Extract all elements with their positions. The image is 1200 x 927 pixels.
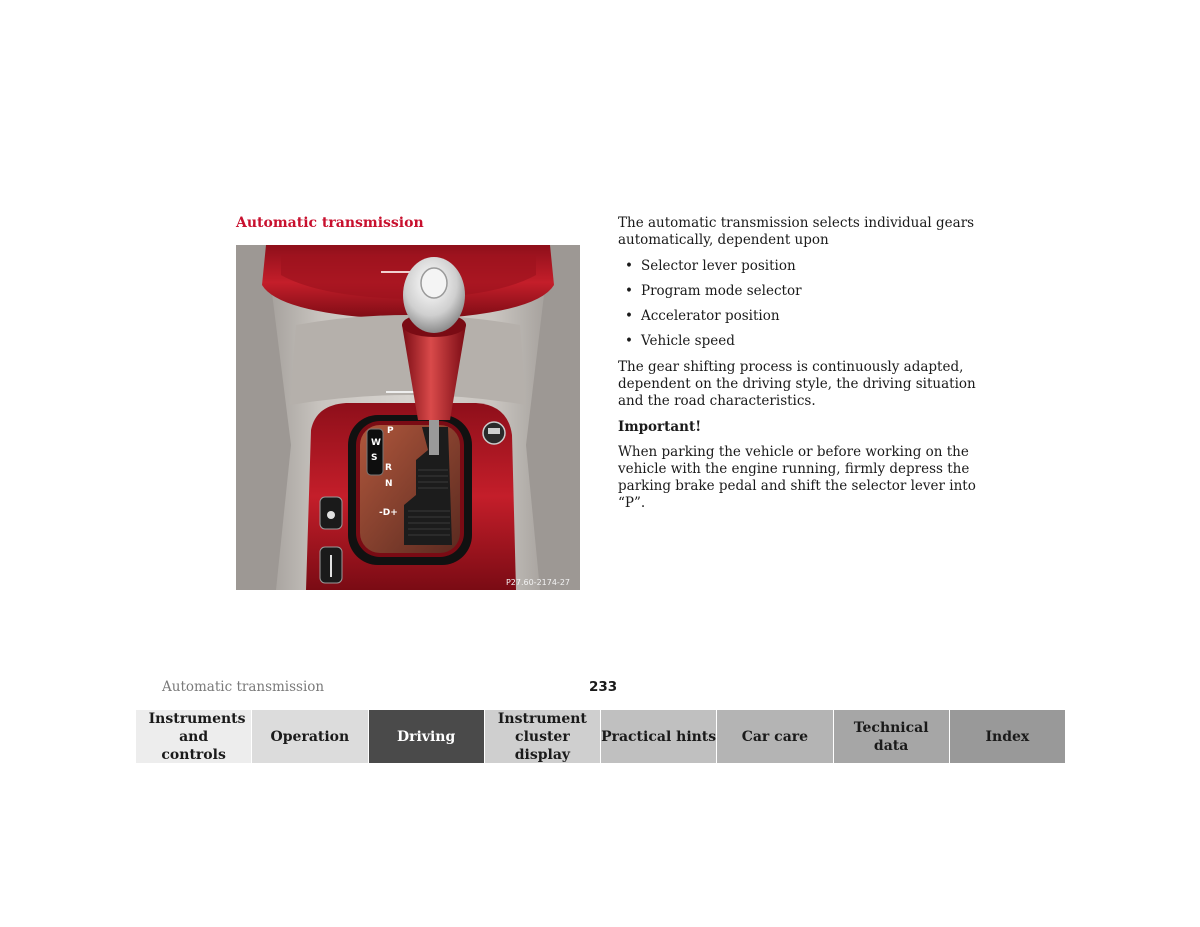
tab-label: Index — [985, 728, 1030, 745]
tab-label: Practical hints — [601, 728, 717, 745]
dependency-list — [618, 258, 978, 350]
gate-label-n: N — [385, 479, 393, 489]
gear-selector-drawing — [236, 245, 580, 590]
bullet-icon: • — [625, 283, 633, 299]
page-number: 233 — [589, 679, 618, 695]
list-item-label: Accelerator position — [641, 308, 780, 324]
intro-paragraph: The automatic transmission selects individual gears automatically, dependent upon — [618, 215, 975, 248]
gear-selector-illustration — [236, 245, 580, 590]
tab-driving[interactable] — [369, 710, 485, 763]
list-item-label: Selector lever position — [641, 258, 796, 274]
gate-label-d: -D+ — [379, 508, 398, 518]
gate-label-w: W — [371, 438, 381, 448]
gate-label-r: R — [385, 463, 392, 473]
list-item-label: Program mode selector — [641, 283, 802, 299]
tab-instrument-cluster-display[interactable] — [485, 710, 601, 763]
gate-label-s: S — [371, 453, 378, 463]
tab-operation[interactable] — [252, 710, 368, 763]
list-item — [618, 333, 978, 350]
body-text — [618, 215, 978, 521]
bullet-icon: • — [625, 308, 633, 324]
chapter-nav — [136, 710, 1065, 763]
list-item — [618, 258, 978, 275]
tab-label: Technical data — [853, 719, 929, 754]
important-paragraph: When parking the vehicle or before working on the vehicle with the engine running, firmly depress the parking brake pedal and shift the selector lever into “P”. — [618, 444, 976, 511]
important-heading: Important! — [618, 419, 702, 435]
gate-label-p: P — [387, 426, 394, 436]
bullet-icon: • — [625, 258, 633, 274]
tab-technical-data[interactable] — [834, 710, 950, 763]
tab-label: Instrument cluster display — [497, 710, 587, 763]
tab-label: Instruments and controls — [148, 710, 246, 763]
tab-label: Driving — [396, 728, 456, 745]
list-item — [618, 308, 978, 325]
section-title: Automatic transmission — [236, 215, 424, 231]
tab-car-care[interactable] — [717, 710, 833, 763]
tab-practical-hints[interactable] — [601, 710, 717, 763]
tab-label: Car care — [741, 728, 809, 745]
bullet-icon: • — [625, 333, 633, 349]
tab-index[interactable] — [950, 710, 1065, 763]
list-item-label: Vehicle speed — [641, 333, 735, 349]
tab-label: Operation — [270, 728, 350, 745]
tab-instruments-and-controls[interactable] — [136, 710, 252, 763]
figure-reference-code: P27.60-2174-27 — [505, 578, 570, 587]
list-item — [618, 283, 978, 300]
adaptation-paragraph: The gear shifting process is continuously adapted, dependent on the driving style, the driving situation and the road characteristics. — [618, 359, 976, 409]
footer-section-title: Automatic transmission — [162, 679, 325, 695]
